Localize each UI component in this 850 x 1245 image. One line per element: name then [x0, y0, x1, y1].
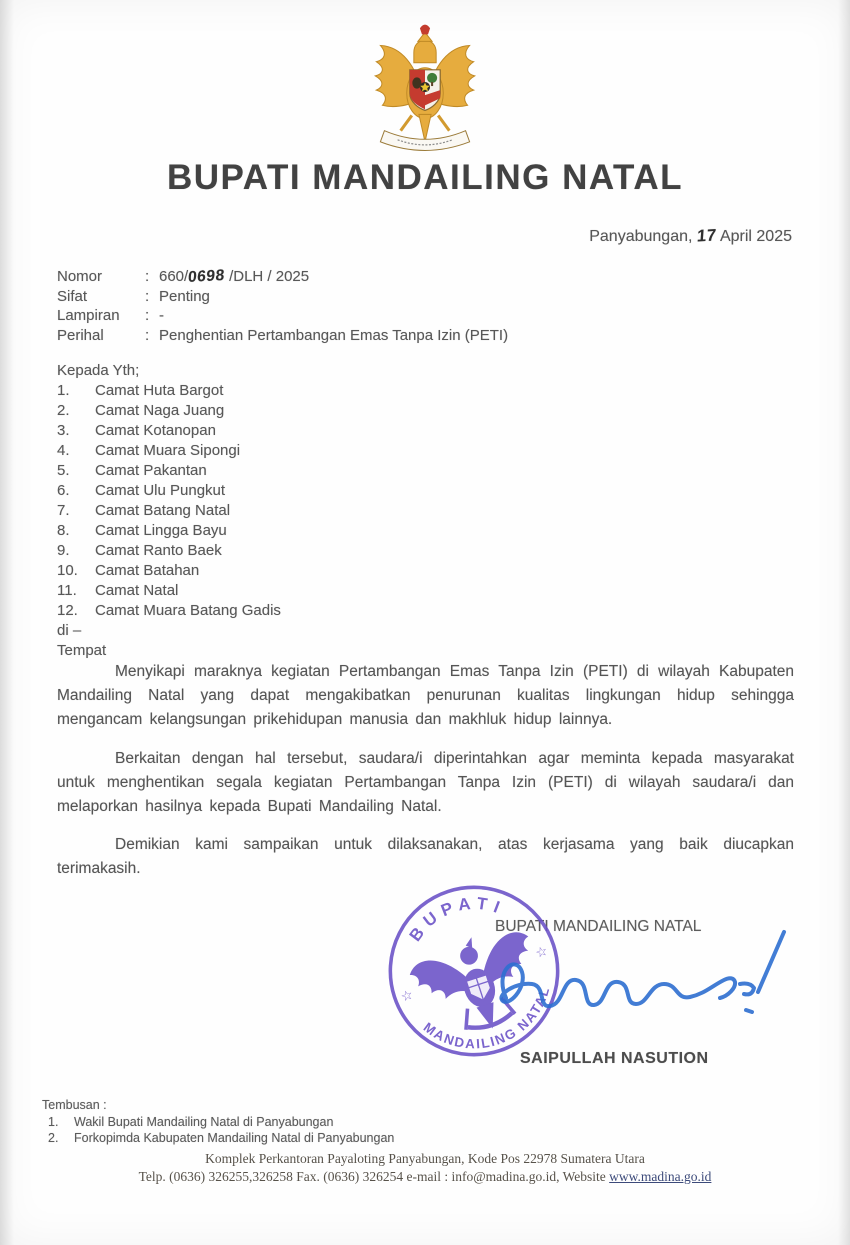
sifat-label: Sifat [57, 287, 88, 305]
stamp-arc-bottom-text: MANDAILING NATAL [420, 984, 553, 1052]
tembusan-section [42, 1097, 394, 1147]
tembusan-item [42, 1130, 394, 1147]
signatory-office: BUPATI MANDAILING NATAL [495, 918, 702, 935]
item-number: 2. [57, 402, 70, 419]
list-item [57, 401, 281, 421]
recipient-list [57, 361, 281, 661]
list-item [57, 521, 281, 541]
di-line: di – [57, 622, 82, 639]
item-name: Camat Naga Juang [95, 402, 225, 419]
meta-row-lampiran [57, 306, 508, 326]
list-item [57, 381, 281, 401]
item-name: Camat Muara Sipongi [95, 442, 241, 459]
item-number: 8. [57, 522, 70, 539]
list-item [57, 481, 281, 501]
meta-row-nomor [57, 267, 508, 287]
letter-body [57, 660, 794, 894]
item-name: Camat Lingga Bayu [95, 522, 227, 539]
lampiran-label: Lampiran [57, 307, 120, 324]
item-name: Camat Ulu Pungkut [95, 482, 226, 499]
dateline-day-handwritten: 17 [696, 225, 718, 246]
signatory-name: SAIPULLAH NASUTION [520, 1050, 709, 1067]
sifat-value: Penting [159, 287, 210, 305]
tembusan-label: Tembusan : [42, 1098, 107, 1112]
paragraph-2: Berkaitan dengan hal tersebut, saudara/i diperintahkan agar meminta kepada masyarakat untuk menghentikan segala kegiatan Pertambangan Tanpa Izin (PETI) di wilayah saudara/i dan melaporkan hasilnya kepada Bupati Mandailing Natal. [57, 750, 794, 815]
item-name: Camat Muara Batang Gadis [95, 602, 281, 619]
perihal-value: Penghentian Pertambangan Emas Tanpa Izin (PETI) [159, 326, 509, 344]
list-item [57, 501, 281, 521]
item-text: Wakil Bupati Mandailing Natal di Panyabungan [74, 1114, 334, 1129]
item-number: 5. [57, 462, 70, 479]
item-number: 10. [57, 562, 78, 579]
list-item [57, 601, 281, 621]
item-number: 1. [57, 382, 70, 399]
item-number: 6. [57, 482, 70, 499]
item-text: Forkopimda Kabupaten Mandailing Natal di Panyabungan [74, 1131, 395, 1145]
colon: : [145, 287, 150, 305]
footer-address-line: Komplek Perkantoran Payaloting Panyabungan, Kode Pos 22978 Sumatera Utara [205, 1151, 645, 1166]
list-item [57, 581, 281, 601]
colon: : [145, 326, 150, 344]
item-number: 11. [57, 582, 77, 599]
list-item [57, 441, 281, 461]
item-number: 3. [57, 422, 70, 439]
lampiran-value: - [159, 307, 164, 324]
item-name: Camat Ranto Baek [95, 542, 222, 559]
reference-block [57, 267, 508, 345]
office-address-footer [0, 1150, 850, 1185]
handwritten-signature [488, 920, 798, 1040]
salutation: Kepada Yth; [57, 362, 140, 379]
item-number: 2. [48, 1131, 59, 1145]
nomor-pre: 660/ [159, 268, 189, 285]
item-name: Camat Natal [95, 582, 179, 599]
letterhead-title: BUPATI MANDAILING NATAL [166, 158, 683, 197]
item-name: Camat Pakantan [95, 462, 207, 479]
list-item [57, 541, 281, 561]
item-name: Camat Huta Bargot [95, 382, 224, 399]
item-name: Camat Batahan [95, 562, 200, 579]
website-link[interactable]: www.madina.go.id [609, 1168, 712, 1184]
signature-block [380, 878, 810, 1093]
paragraph-1: Menyikapi maraknya kegiatan Pertambangan Emas Tanpa Izin (PETI) di wilayah Kabupaten Mandailing Natal yang dapat mengakibatkan penurunan kualitas lingkungan hidup sehingga mengancam kelangsungan prikehidupan manusia dan makhluk hidup lainnya. [57, 663, 794, 728]
item-number: 1. [48, 1114, 59, 1129]
colon: : [145, 268, 150, 285]
list-item [57, 561, 281, 581]
nomor-handwritten: 0698 [187, 266, 226, 287]
item-number: 4. [57, 442, 70, 459]
stamp-arc-top-text: BUPATI [405, 893, 509, 945]
item-number: 7. [57, 502, 70, 519]
colon: : [145, 307, 150, 324]
list-item [57, 421, 281, 441]
stamp-star-left-icon: ☆ [398, 986, 415, 1005]
footer-contact-line [0, 1168, 850, 1186]
nomor-value [159, 267, 309, 287]
item-number: 9. [57, 542, 70, 559]
meta-row-perihal [57, 326, 508, 346]
dateline [589, 226, 792, 246]
stamp-star-right-icon: ☆ [533, 942, 550, 961]
dateline-monthyear: April 2025 [719, 228, 792, 245]
item-name: Camat Batang Natal [95, 502, 231, 519]
meta-row-sifat [57, 287, 508, 307]
tempat-line: Tempat [57, 642, 107, 659]
footer-contact-text: Telp. (0636) 326255,326258 Fax. (0636) 326254 e-mail : info@madina.go.id, Website [138, 1168, 610, 1184]
nomor-label: Nomor [57, 268, 103, 285]
regional-coat-of-arms-icon [364, 12, 486, 154]
paragraph-3: Demikian kami sampaikan untuk dilaksanakan, atas kerjasama yang baik diucapkan terimakasih. [57, 836, 794, 877]
dateline-place: Panyabungan, [589, 228, 693, 245]
item-number: 12. [57, 602, 78, 619]
list-item [57, 461, 281, 481]
item-name: Camat Kotanopan [95, 422, 216, 439]
nomor-post: /DLH / 2025 [224, 268, 310, 285]
perihal-label: Perihal [57, 326, 104, 344]
tembusan-item [42, 1114, 394, 1131]
